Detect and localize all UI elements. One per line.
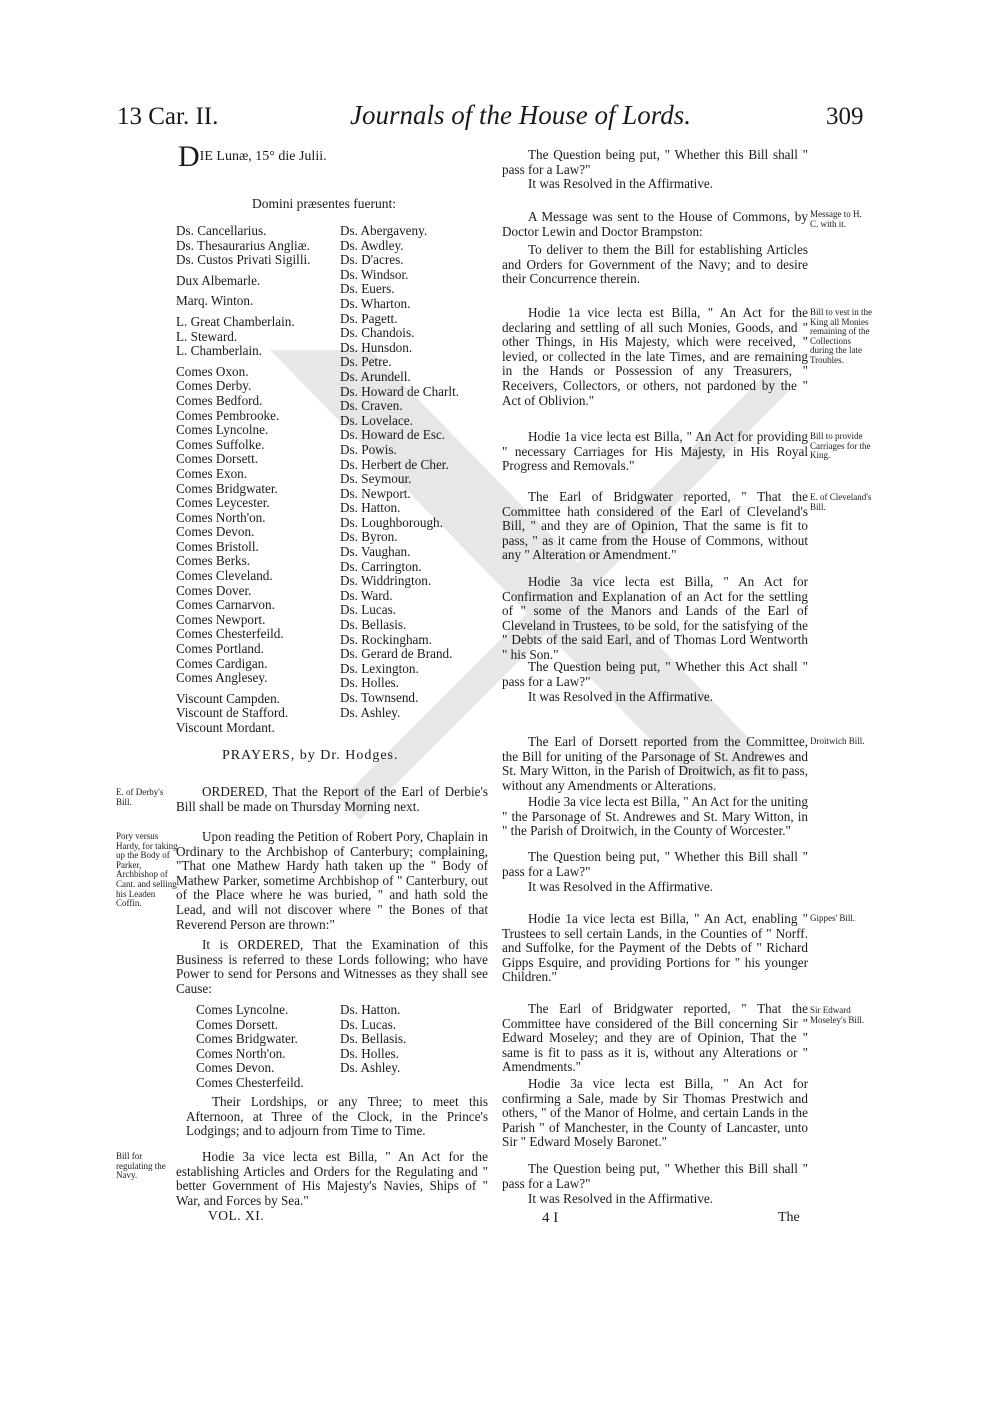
lord-name: Ds. Lexington. bbox=[340, 660, 419, 676]
committee-lords-left bbox=[196, 1003, 336, 1091]
derby-order: ORDERED, That the Report of the Earl of Derbie's Bill shall be made on Thursday Morning next. bbox=[176, 784, 488, 814]
present-lords-left bbox=[176, 224, 341, 736]
lord-name: Comes Anglesey. bbox=[176, 670, 268, 686]
date-line: DIE Lunæ, 15° die Julii. bbox=[178, 140, 327, 173]
signature-mark: 4 I bbox=[542, 1210, 559, 1226]
lord-name: Comes Cleveland. bbox=[176, 568, 273, 584]
prayers-heading: PRAYERS, by Dr. Hodges. bbox=[222, 748, 399, 763]
margin-note-pory: Pory versus Hardy, for taking up the Body of Parker, Archbishop of Cant. and selling his Leaden Coffin. bbox=[116, 831, 178, 909]
committee-lords-right bbox=[340, 1003, 480, 1076]
margin-note-message: Message to H. C. with it. bbox=[810, 209, 862, 229]
lord-name: Comes Devon. bbox=[176, 524, 255, 540]
lord-name: Comes Bridgwater. bbox=[196, 1031, 298, 1047]
lord-name: Comes Dorsett. bbox=[176, 451, 259, 467]
monies-bill: Hodie 1a vice lecta est Billa, " An Act for the declaring and settling of all such Monies, Goods, and " other Things, in His Majesty, which were received, " levied, or collected in the late Times, and are remaining in the Hands or Possession of any Treasurers, " Receivers, Collectors, or others, not pardoned by the " Act of Oblivion." bbox=[502, 305, 808, 408]
lord-name: Marq. Winton. bbox=[176, 293, 254, 309]
lord-name: Ds. Lovelace. bbox=[340, 412, 413, 428]
lord-name: Ds. Bellasis. bbox=[340, 1031, 407, 1047]
lord-name: Viscount de Stafford. bbox=[176, 705, 289, 721]
lord-name: Comes Chesterfeild. bbox=[196, 1074, 304, 1090]
lord-name: Ds. Vaughan. bbox=[340, 544, 411, 560]
lord-name: Ds. Rockingham. bbox=[340, 631, 432, 647]
carriages-bill: Hodie 1a vice lecta est Billa, " An Act for providing " necessary Carriages for His Majesty, in His Royal Progress and Removals." bbox=[502, 429, 808, 474]
lord-name: Viscount Mordant. bbox=[176, 720, 275, 735]
lord-name: Ds. Windsor. bbox=[340, 266, 409, 282]
volume-signature: VOL. XI. bbox=[208, 1208, 265, 1223]
lord-name: Ds. Seymour. bbox=[340, 471, 412, 487]
mosely-report: The Earl of Bridgwater reported, " That the Committee have considered of the Bill concerning Sir " Edward Moseley; and they are of Opinion, That the " same is fit to pass as it is, without any Alterations or " Amendments." bbox=[502, 1001, 808, 1075]
lord-name: Ds. Ashley. bbox=[340, 1060, 401, 1076]
deliver-bill: To deliver to them the Bill for establishing Articles and Orders for Government of the Navy; and to desire their Concurrence therein. bbox=[502, 242, 808, 287]
lord-name: Ds. Ward. bbox=[340, 587, 393, 603]
lord-name: Ds. Euers. bbox=[340, 281, 395, 297]
lord-name: Ds. Powis. bbox=[340, 441, 397, 457]
lord-name: Ds. Craven. bbox=[340, 398, 403, 414]
margin-note-cleveland: E. of Cleveland's Bill. bbox=[810, 492, 872, 512]
lord-name: Ds. Townsend. bbox=[340, 690, 419, 705]
lord-name: Comes North'on. bbox=[196, 1045, 286, 1061]
margin-note-monies: Bill to vest in the King all Monies remaining of the Collections during the late Troubles. bbox=[810, 307, 872, 365]
lord-name: Comes Cardigan. bbox=[176, 655, 268, 671]
lord-name: Comes Devon. bbox=[196, 1060, 275, 1076]
lord-name: Comes Leycester. bbox=[176, 495, 270, 511]
lord-name: Comes Berks. bbox=[176, 553, 250, 569]
lord-name: Comes Carnarvon. bbox=[176, 597, 275, 613]
page-number: 309 bbox=[826, 103, 864, 130]
catchword: The bbox=[778, 1210, 800, 1225]
lord-name: Ds. Ashley. bbox=[340, 704, 401, 720]
droitwich-bill: Hodie 3a vice lecta est Billa, " An Act for the uniting " the Parsonage of St. Andrewes and St. Mary Witton, in " the Parish of Droitwich, in the County of Worcester." bbox=[502, 794, 808, 839]
margin-note-carriages: Bill to provide Carriages for the King. bbox=[810, 431, 871, 461]
gipps-bill: Hodie 1a vice lecta est Billa, " An Act, enabling " Trustees to sell certain Lands, in the Counties of " Norff. and Suffolke, for the Payment of the Debts of " Richard Gipps Esquire, and providing Portions for " his younger Children." bbox=[502, 911, 808, 985]
navy-bill: Hodie 3a vice lecta est Billa, " An Act for the establishing Articles and Orders for the Regulating and " better Government of His Majesty's Navies, Ships of " War, and Forces by Sea." bbox=[176, 1149, 488, 1208]
message-to-commons: A Message was sent to the House of Commons, by Doctor Lewin and Doctor Brampston: bbox=[502, 209, 808, 239]
lord-name: Ds. Loughborough. bbox=[340, 514, 443, 530]
lord-name: Ds. Abergaveny. bbox=[340, 223, 428, 238]
lord-name: Ds. Lucas. bbox=[340, 602, 397, 618]
lord-name: Ds. Chandois. bbox=[340, 325, 415, 341]
lord-name: Ds. Widdrington. bbox=[340, 573, 432, 589]
lord-name: Ds. Petre. bbox=[340, 354, 392, 370]
question-1: The Question being put, " Whether this Bill shall " pass for a Law?" bbox=[502, 147, 808, 177]
lord-name: Comes Derby. bbox=[176, 378, 252, 394]
lord-name: Comes Suffolke. bbox=[176, 436, 265, 452]
lord-name: Comes Lyncolne. bbox=[196, 1002, 289, 1017]
lord-name: Ds. Cancellarius. bbox=[176, 223, 267, 238]
lord-name: Ds. Awdley. bbox=[340, 237, 404, 253]
lord-name: Viscount Campden. bbox=[176, 690, 280, 706]
lord-name: Ds. Pagett. bbox=[340, 310, 398, 326]
lord-name: Comes Lyncolne. bbox=[176, 422, 269, 438]
resolved-2: It was Resolved in the Affirmative. bbox=[528, 689, 714, 704]
lord-name: Comes Chesterfeild. bbox=[176, 626, 284, 642]
lord-name: Comes Bridgwater. bbox=[176, 480, 278, 496]
lord-name: Ds. Byron. bbox=[340, 529, 398, 545]
lord-name: Ds. Carrington. bbox=[340, 558, 422, 574]
lord-name: Comes Oxon. bbox=[176, 363, 249, 379]
lord-name: Dux Albemarle. bbox=[176, 272, 261, 288]
lord-name: Ds. Holles. bbox=[340, 1045, 399, 1061]
lord-name: L. Steward. bbox=[176, 328, 238, 344]
margin-note-derby: E. of Derby's Bill. bbox=[116, 787, 164, 807]
running-head-left: 13 Car. II. bbox=[117, 103, 219, 130]
examination-order: It is ORDERED, That the Examination of this Business is referred to these Lords following; who have Power to send for Persons and Witnesses as they shall see Cause: bbox=[176, 937, 488, 996]
lord-name: Ds. Howard de Charlt. bbox=[340, 383, 460, 399]
lord-name: Comes Pembrooke. bbox=[176, 407, 280, 423]
lord-name: Comes Portland. bbox=[176, 641, 264, 657]
prestwich-bill: Hodie 3a vice lecta est Billa, " An Act for confirming a Sale, made by Sir Thomas Prestwich and others, " of the Manor of Holme, and certain Lands in the Parish " of Manchester, in the County of Lancaster, unto Sir " Edward Mosely Baronet." bbox=[502, 1076, 808, 1150]
margin-note-navy: Bill for regulating the Navy. bbox=[116, 1151, 166, 1181]
lord-name: Ds. Hatton. bbox=[340, 1002, 401, 1017]
lord-name: Ds. Holles. bbox=[340, 675, 399, 691]
present-heading: Domini præsentes fuerunt: bbox=[252, 196, 396, 211]
question-4: The Question being put, " Whether this Bill shall " pass for a Law?" bbox=[502, 1161, 808, 1191]
lord-name: Ds. Thesaurarius Angliæ. bbox=[176, 237, 310, 253]
lordships-meeting: Their Lordships, or any Three; to meet this Afternoon, at Three of the Clock, in the Prince's Lodgings; and to adjourn from Time to Time. bbox=[186, 1094, 488, 1139]
lord-name: Comes Newport. bbox=[176, 611, 266, 627]
resolved-1: It was Resolved in the Affirmative. bbox=[528, 176, 714, 191]
lord-name: L. Chamberlain. bbox=[176, 343, 263, 359]
lord-name: Comes Dorsett. bbox=[196, 1016, 279, 1032]
lord-name: Comes Bristoll. bbox=[176, 538, 259, 554]
lord-name: Ds. Wharton. bbox=[340, 295, 411, 311]
margin-note-droitwich: Droitwich Bill. bbox=[810, 736, 865, 746]
question-3: The Question being put, " Whether this Bill shall " pass for a Law?" bbox=[502, 849, 808, 879]
lord-name: Comes North'on. bbox=[176, 509, 266, 525]
lord-name: Comes Bedford. bbox=[176, 392, 263, 408]
present-lords-right bbox=[340, 224, 490, 720]
lord-name: Ds. Newport. bbox=[340, 485, 411, 501]
pory-petition: Upon reading the Petition of Robert Pory, Chaplain in Ordinary to the Archbishop of Canterbury; complaining, "That one Mathew Hardy hath taken up the " Body of Mathew Parker, sometime Archbishop of " Canterbury, out of the Place where he was buried, " and hath sold the Lead, and will not discover where " the Bones of that Reverend Person are thrown:" bbox=[176, 829, 488, 932]
resolved-3: It was Resolved in the Affirmative. bbox=[528, 879, 714, 894]
lord-name: Ds. Howard de Esc. bbox=[340, 427, 446, 443]
lord-name: Ds. D'acres. bbox=[340, 252, 404, 268]
lord-name: Ds. Gerard de Brand. bbox=[340, 646, 453, 662]
cleveland-report: The Earl of Bridgwater reported, " That the Committee hath considered of the Earl of Cleveland's Bill, " and they are of Opinion, That the same is fit to pass, " as it came from the House of Commons, without any " Alteration or Amendment." bbox=[502, 489, 808, 563]
lord-name: Ds. Lucas. bbox=[340, 1016, 397, 1032]
resolved-4: It was Resolved in the Affirmative. bbox=[528, 1191, 714, 1206]
lord-name: Comes Exon. bbox=[176, 465, 248, 481]
running-head-title: Journals of the House of Lords. bbox=[350, 100, 692, 130]
question-2: The Question being put, " Whether this Act shall " pass for a Law?" bbox=[502, 659, 808, 689]
lord-name: Ds. Herbert de Cher. bbox=[340, 456, 449, 472]
margin-note-mosely: Sir Edward Moseley's Bill. bbox=[810, 1005, 865, 1025]
margin-note-gipps: Gippes' Bill. bbox=[810, 913, 856, 923]
lord-name: Ds. Bellasis. bbox=[340, 617, 407, 633]
lord-name: Ds. Arundell. bbox=[340, 368, 411, 384]
lord-name: Ds. Hunsdon. bbox=[340, 339, 413, 355]
droitwich-report: The Earl of Dorsett reported from the Committee, the Bill for uniting of the Parsonage of St. Andrewes and St. Mary Witton, in the Parish of Droitwich, as fit to pass, without any Amendments or Alterations. bbox=[502, 734, 808, 793]
lord-name: L. Great Chamberlain. bbox=[176, 313, 295, 329]
lord-name: Ds. Hatton. bbox=[340, 500, 401, 516]
lord-name: Comes Dover. bbox=[176, 582, 252, 598]
cleveland-bill: Hodie 3a vice lecta est Billa, " An Act for Confirmation and Explanation of an Act for the settling of " some of the Manors and Lands of the Earl of Cleveland in Trustees, to be sold, for the satisfying of the " Debts of the said Earl, and of Thomas Lord Wentworth " his Son." bbox=[502, 574, 808, 662]
lord-name: Ds. Custos Privati Sigilli. bbox=[176, 252, 311, 268]
